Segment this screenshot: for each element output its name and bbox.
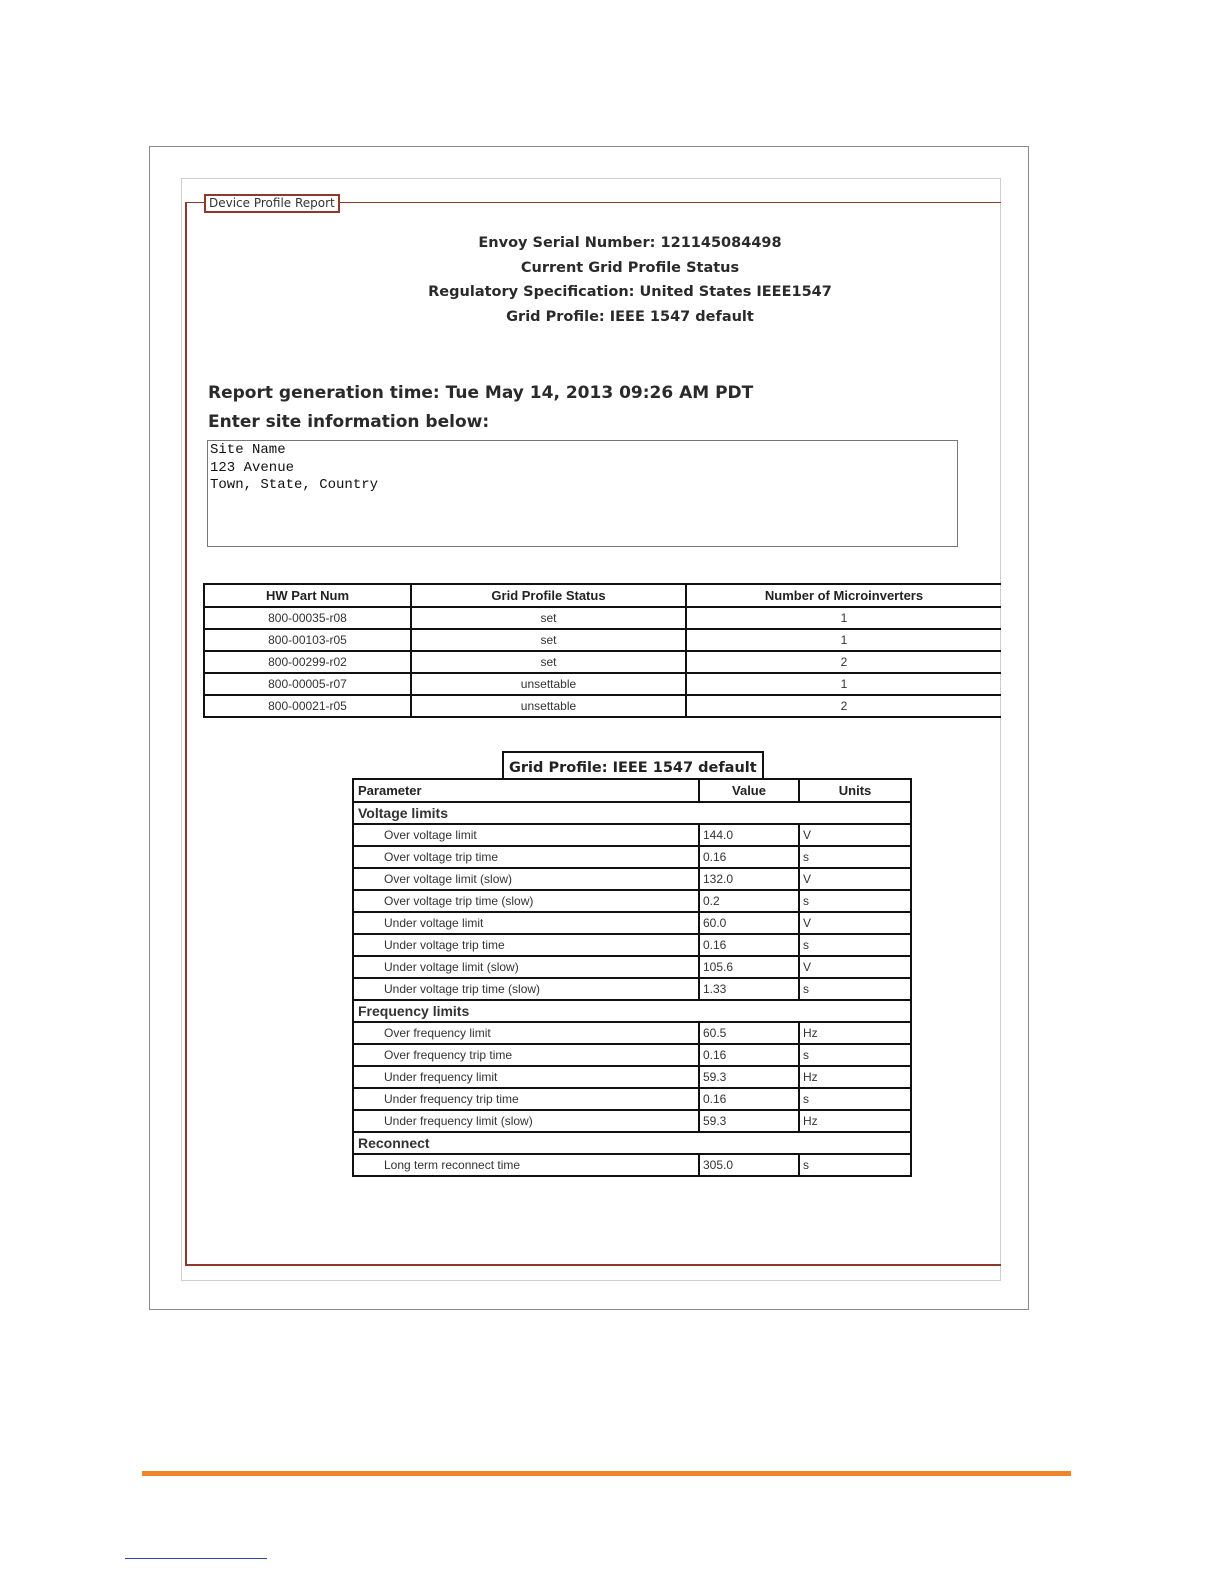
grid-profile-status-cell: set [411, 607, 686, 629]
grid-profile-status-header: Grid Profile Status [411, 584, 686, 607]
parameter-value-cell: 0.2 [699, 890, 799, 912]
site-info-textarea[interactable]: Site Name 123 Avenue Town, State, Country [207, 440, 958, 547]
parameter-value-cell: 1.33 [699, 978, 799, 1000]
section-row [353, 1132, 911, 1154]
parameter-units-cell: s [799, 890, 911, 912]
parameter-name-cell: Under frequency trip time [353, 1088, 699, 1110]
grid-profile-status-cell: unsettable [411, 673, 686, 695]
param-table-header-row [353, 779, 911, 802]
hw-part-table [203, 583, 1001, 718]
parameter-name-cell: Under voltage limit [353, 912, 699, 934]
section-row [353, 802, 911, 824]
parameter-name-cell: Over frequency trip time [353, 1044, 699, 1066]
hw-part-num-cell: 800-00103-r05 [204, 629, 411, 651]
value-header: Value [699, 779, 799, 802]
parameter-row [353, 1110, 911, 1132]
grid-profile-name: Grid Profile: IEEE 1547 default [506, 309, 754, 325]
parameter-row [353, 1154, 911, 1176]
parameter-units-cell: s [799, 934, 911, 956]
hw-table-row [204, 651, 1001, 673]
parameter-name-cell: Under frequency limit (slow) [353, 1110, 699, 1132]
parameter-name-cell: Over voltage limit [353, 824, 699, 846]
parameter-units-cell: Hz [799, 1110, 911, 1132]
section-title: Voltage limits [353, 802, 911, 824]
parameter-row [353, 824, 911, 846]
parameter-row [353, 912, 911, 934]
parameter-value-cell: 60.5 [699, 1022, 799, 1044]
parameter-row [353, 978, 911, 1000]
parameter-units-cell: s [799, 846, 911, 868]
parameter-value-cell: 132.0 [699, 868, 799, 890]
hw-part-num-cell: 800-00021-r05 [204, 695, 411, 717]
section-title: Reconnect [353, 1132, 911, 1154]
hw-table-header-row [204, 584, 1001, 607]
parameter-name-cell: Long term reconnect time [353, 1154, 699, 1176]
device-profile-legend: Device Profile Report [204, 194, 340, 213]
units-header: Units [799, 779, 911, 802]
grid-profile-status-cell: unsettable [411, 695, 686, 717]
microinverter-count-cell: 2 [686, 651, 1001, 673]
hw-table-row [204, 695, 1001, 717]
parameter-row [353, 934, 911, 956]
parameter-value-cell: 105.6 [699, 956, 799, 978]
parameter-value-cell: 0.16 [699, 934, 799, 956]
regulatory-specification: Regulatory Specification: United States IEEE1547 [428, 284, 832, 300]
parameter-units-cell: s [799, 978, 911, 1000]
parameter-units-cell: V [799, 824, 911, 846]
parameter-row [353, 868, 911, 890]
parameter-units-cell: Hz [799, 1066, 911, 1088]
microinverter-count-header: Number of Microinverters [686, 584, 1001, 607]
parameter-value-cell: 59.3 [699, 1110, 799, 1132]
hw-table-row [204, 629, 1001, 651]
microinverter-count-cell: 1 [686, 673, 1001, 695]
section-title: Frequency limits [353, 1000, 911, 1022]
parameter-units-cell: V [799, 956, 911, 978]
envoy-serial-number: Envoy Serial Number: 121145084498 [478, 235, 782, 251]
hw-part-num-cell: 800-00005-r07 [204, 673, 411, 695]
parameter-row [353, 1088, 911, 1110]
footer-link-underline [125, 1558, 267, 1559]
parameter-units-cell: s [799, 1044, 911, 1066]
grid-profile-caption: Grid Profile: IEEE 1547 default [502, 751, 764, 779]
parameter-units-cell: s [799, 1154, 911, 1176]
parameter-row [353, 846, 911, 868]
parameter-row [353, 1044, 911, 1066]
hw-part-num-header: HW Part Num [204, 584, 411, 607]
microinverter-count-cell: 2 [686, 695, 1001, 717]
parameter-name-cell: Under frequency limit [353, 1066, 699, 1088]
parameter-value-cell: 144.0 [699, 824, 799, 846]
microinverter-count-cell: 1 [686, 607, 1001, 629]
parameter-units-cell: Hz [799, 1022, 911, 1044]
hw-part-num-cell: 800-00299-r02 [204, 651, 411, 673]
parameter-name-cell: Over voltage limit (slow) [353, 868, 699, 890]
grid-profile-status-cell: set [411, 629, 686, 651]
parameter-name-cell: Over voltage trip time [353, 846, 699, 868]
section-row [353, 1000, 911, 1022]
hw-table-row [204, 607, 1001, 629]
parameter-units-cell: V [799, 868, 911, 890]
report-generation-time: Report generation time: Tue May 14, 2013 09:26 AM PDT [208, 383, 754, 403]
site-info-prompt: Enter site information below: [208, 412, 490, 432]
hw-table-row [204, 673, 1001, 695]
parameter-name-cell: Over voltage trip time (slow) [353, 890, 699, 912]
parameter-row [353, 956, 911, 978]
parameter-units-cell: s [799, 1088, 911, 1110]
parameter-row [353, 890, 911, 912]
parameter-name-cell: Under voltage trip time (slow) [353, 978, 699, 1000]
parameter-value-cell: 0.16 [699, 1044, 799, 1066]
parameter-value-cell: 0.16 [699, 1088, 799, 1110]
hw-part-num-cell: 800-00035-r08 [204, 607, 411, 629]
parameter-value-cell: 0.16 [699, 846, 799, 868]
parameter-name-cell: Under voltage trip time [353, 934, 699, 956]
grid-profile-status-cell: set [411, 651, 686, 673]
parameter-name-cell: Under voltage limit (slow) [353, 956, 699, 978]
parameter-units-cell: V [799, 912, 911, 934]
parameter-row [353, 1066, 911, 1088]
parameter-row [353, 1022, 911, 1044]
parameter-name-cell: Over frequency limit [353, 1022, 699, 1044]
footer-orange-rule [142, 1471, 1071, 1476]
parameter-header: Parameter [353, 779, 699, 802]
grid-profile-parameter-table [352, 778, 912, 1177]
parameter-value-cell: 59.3 [699, 1066, 799, 1088]
microinverter-count-cell: 1 [686, 629, 1001, 651]
parameter-value-cell: 60.0 [699, 912, 799, 934]
grid-profile-status-heading: Current Grid Profile Status [520, 260, 740, 276]
parameter-value-cell: 305.0 [699, 1154, 799, 1176]
